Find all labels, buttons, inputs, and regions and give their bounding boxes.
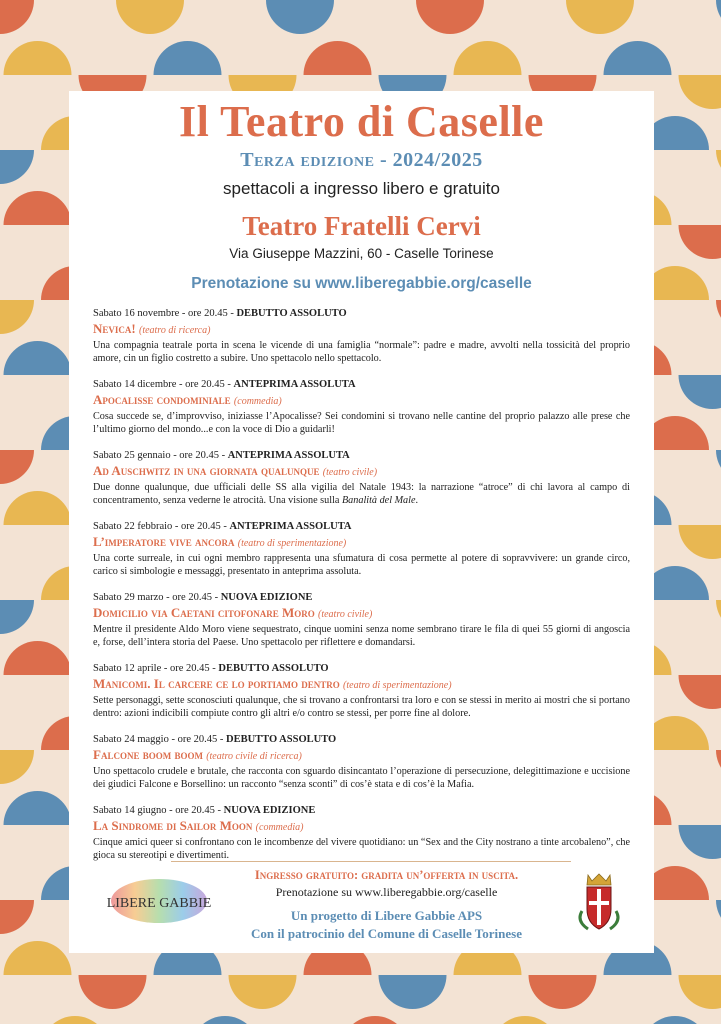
event-tag: NUOVA EDIZIONE xyxy=(220,592,313,603)
event-item xyxy=(93,449,630,507)
pattern-semicircle xyxy=(0,0,34,34)
pattern-semicircle xyxy=(716,900,721,934)
pattern-semicircle xyxy=(0,600,34,634)
event-item xyxy=(93,378,630,436)
event-genre: (teatro di sperimentazione) xyxy=(343,680,452,691)
event-title: Manicomi. Il carcere ce lo portiamo dentro (teatro di sperimentazione) xyxy=(93,676,452,691)
pattern-semicircle xyxy=(0,450,34,484)
event-date: Sabato 14 dicembre - ore 20.45 - ANTEPRIMA ASSOLUTA xyxy=(93,379,356,390)
pattern-semicircle xyxy=(4,41,72,75)
event-item xyxy=(93,520,630,578)
event-item xyxy=(93,733,630,791)
event-item xyxy=(93,804,630,862)
pattern-semicircle xyxy=(679,375,721,409)
patronage-credit: Con il patrocinio del Comune di Caselle Torinese xyxy=(251,926,522,941)
pattern-semicircle xyxy=(0,300,34,334)
pattern-semicircle xyxy=(191,1016,259,1024)
footer-booking-link[interactable]: Prenotazione su www.liberegabbie.org/caselle xyxy=(275,885,498,899)
event-tag: ANTEPRIMA ASSOLUTA xyxy=(227,450,350,461)
pattern-semicircle xyxy=(716,600,721,634)
event-date: Sabato 14 giugno - ore 20.45 - NUOVA EDIZIONE xyxy=(93,805,316,816)
pattern-semicircle xyxy=(679,975,721,1009)
pattern-semicircle xyxy=(0,900,34,934)
event-description: Uno spettacolo crudele e brutale, che racconta con sguardo disincantato l’operazione di persecuzione, delegittimazione e uccisione dei giudici Falcone e Borsellino: un racconto “senza sconti” di cos’è stata e di cos’è la Mafia. xyxy=(93,766,630,790)
event-tag: NUOVA EDIZIONE xyxy=(223,805,316,816)
free-entry-note: Ingresso gratuito: gradita un’offerta in uscita. xyxy=(254,868,519,882)
pattern-semicircle xyxy=(716,0,721,34)
event-date: Sabato 12 aprile - ore 20.45 - DEBUTTO ASSOLUTO xyxy=(93,663,329,674)
pattern-semicircle xyxy=(341,1016,409,1024)
event-description: Mentre il presidente Aldo Moro viene sequestrato, cinque uomini senza nome sembrano tirare le fila di quei 55 giorni di angoscia e, forse, dell’intera storia del Paese. Uno spettacolo per riflettere e domandarsi. xyxy=(93,624,630,648)
footer-info xyxy=(219,867,554,943)
venue-name: Teatro Fratelli Cervi xyxy=(242,211,481,241)
event-genre: (teatro civile) xyxy=(318,609,373,620)
event-genre: (teatro di sperimentazione) xyxy=(237,538,347,549)
pattern-semicircle xyxy=(641,1016,709,1024)
footer xyxy=(69,861,654,953)
pattern-semicircle xyxy=(79,975,147,1009)
event-tag: DEBUTTO ASSOLUTO xyxy=(218,663,329,674)
pattern-semicircle xyxy=(266,0,334,34)
event-description: Sette personaggi, sette sconosciuti qualunque, che si trovano a confrontarsi tra loro e con se stessi in merito ai mostri che si portano dentro: azioni indicibili compiute contro gli altri e/o contro se stessi, per porre fine al dolore. xyxy=(93,695,630,719)
project-credit: Un progetto di Libere Gabbie APS xyxy=(290,908,483,923)
event-tag: ANTEPRIMA ASSOLUTA xyxy=(233,379,356,390)
pattern-semicircle xyxy=(4,941,72,975)
event-date: Sabato 25 gennaio - ore 20.45 - ANTEPRIMA ASSOLUTA xyxy=(93,450,350,461)
event-tag: DEBUTTO ASSOLUTO xyxy=(225,734,337,745)
edition-label: Terza edizione - 2024/2025 xyxy=(240,149,483,171)
pattern-semicircle xyxy=(679,825,721,859)
event-title: La Sindrome di Sailor Moon (commedia) xyxy=(93,818,304,833)
pattern-semicircle xyxy=(491,1016,559,1024)
event-description: Una compagnia teatrale porta in scena le vicende di una famiglia “normale”: padre e madre, avvolti nella tossicità del proprio amore, cin un figlio costretto a subire. Uno spettacolo nello spettacolo. xyxy=(93,340,630,364)
venue-address: Via Giuseppe Mazzini, 60 - Caselle Torinese xyxy=(229,246,494,261)
event-date: Sabato 24 maggio - ore 20.45 - DEBUTTO ASSOLUTO xyxy=(93,734,337,745)
pattern-semicircle xyxy=(229,975,297,1009)
municipal-crest-icon xyxy=(574,871,624,935)
event-title: Apocalisse condominiale (commedia) xyxy=(93,392,282,407)
event-genre: (commedia) xyxy=(233,396,282,407)
event-description: Una corte surreale, in cui ogni membro rappresenta una sfumatura di cosa permette al potere di sopravvivere: un grande circo, carico si simbologie e messaggi, presentato in anteprima assoluta. xyxy=(93,553,630,577)
booking-link[interactable]: Prenotazione su www.liberegabbie.org/caselle xyxy=(191,275,532,292)
pattern-semicircle xyxy=(679,225,721,259)
pattern-semicircle xyxy=(4,341,72,375)
pattern-semicircle xyxy=(416,0,484,34)
pattern-semicircle xyxy=(379,975,447,1009)
event-date: Sabato 29 marzo - ore 20.45 - NUOVA EDIZIONE xyxy=(93,592,313,603)
event-description: Due donne qualunque, due ufficiali delle SS alla vigilia del Natale 1943: la narrazione “atroce” di chi lavora al campo di concentramento, senza vederne le atrocità. Una visione sulla Banalità del Male. xyxy=(93,482,630,506)
pattern-semicircle xyxy=(0,750,34,784)
pattern-semicircle xyxy=(716,300,721,334)
pattern-semicircle xyxy=(679,75,721,109)
pattern-semicircle xyxy=(679,675,721,709)
pattern-semicircle xyxy=(4,791,72,825)
event-genre: (teatro civile) xyxy=(322,467,378,478)
event-title: Nevica! (teatro di ricerca) xyxy=(93,321,211,336)
libere-gabbie-logo xyxy=(107,869,211,929)
event-genre: (teatro di ricerca) xyxy=(138,325,211,336)
pattern-semicircle xyxy=(116,0,184,34)
event-item xyxy=(93,662,630,720)
poster-panel xyxy=(69,91,654,953)
event-tag: DEBUTTO ASSOLUTO xyxy=(236,308,347,319)
logo-text: LIBERE GABBIE xyxy=(107,896,211,911)
pattern-semicircle xyxy=(566,0,634,34)
pattern-semicircle xyxy=(454,41,522,75)
pattern-semicircle xyxy=(0,150,34,184)
event-date: Sabato 16 novembre - ore 20.45 - DEBUTTO ASSOLUTO xyxy=(93,308,347,319)
pattern-semicircle xyxy=(604,41,672,75)
pattern-semicircle xyxy=(4,191,72,225)
event-title: Ad Auschwitz in una giornata qualunque (teatro civile) xyxy=(93,463,378,478)
pattern-semicircle xyxy=(4,641,72,675)
event-genre: (teatro civile di ricerca) xyxy=(206,751,302,762)
event-description-italic: Banalità del Male xyxy=(341,495,416,506)
event-title: L’imperatore vive ancora (teatro di sperimentazione) xyxy=(93,534,347,549)
pattern-semicircle xyxy=(716,150,721,184)
event-list xyxy=(93,307,630,862)
pattern-semicircle xyxy=(304,41,372,75)
pattern-semicircle xyxy=(154,41,222,75)
event-genre: (commedia) xyxy=(255,822,304,833)
pattern-semicircle xyxy=(529,975,597,1009)
poster-title: Il Teatro di Caselle xyxy=(179,97,544,146)
event-description: Cinque amici queer si confrontano con le incombenze del vivere quotidiano: un “Sex and the City nostrano a tinte arcobaleno”, che gioca su stereotipi e divertimenti. xyxy=(93,837,630,861)
event-tag: ANTEPRIMA ASSOLUTA xyxy=(229,521,352,532)
event-item xyxy=(93,591,630,649)
pattern-semicircle xyxy=(679,525,721,559)
event-title: Domicilio via Caetani citofonare Moro (teatro civile) xyxy=(93,605,373,620)
pattern-semicircle xyxy=(41,1016,109,1024)
event-date: Sabato 22 febbraio - ore 20.45 - ANTEPRIMA ASSOLUTA xyxy=(93,521,352,532)
event-item xyxy=(93,307,630,365)
pattern-semicircle xyxy=(4,491,72,525)
pattern-semicircle xyxy=(716,450,721,484)
footer-divider xyxy=(171,861,571,862)
tagline: spettacoli a ingresso libero e gratuito xyxy=(223,179,500,198)
event-title: Falcone boom boom (teatro civile di ricerca) xyxy=(93,747,302,762)
pattern-semicircle xyxy=(716,750,721,784)
event-description: Cosa succede se, d’improvviso, iniziasse l’Apocalisse? Sei condomini si trovano nelle cantine del proprio palazzo alle prese che l’ultimo giorno del mondo...e con la voce di Dio a guidarli! xyxy=(93,411,630,435)
